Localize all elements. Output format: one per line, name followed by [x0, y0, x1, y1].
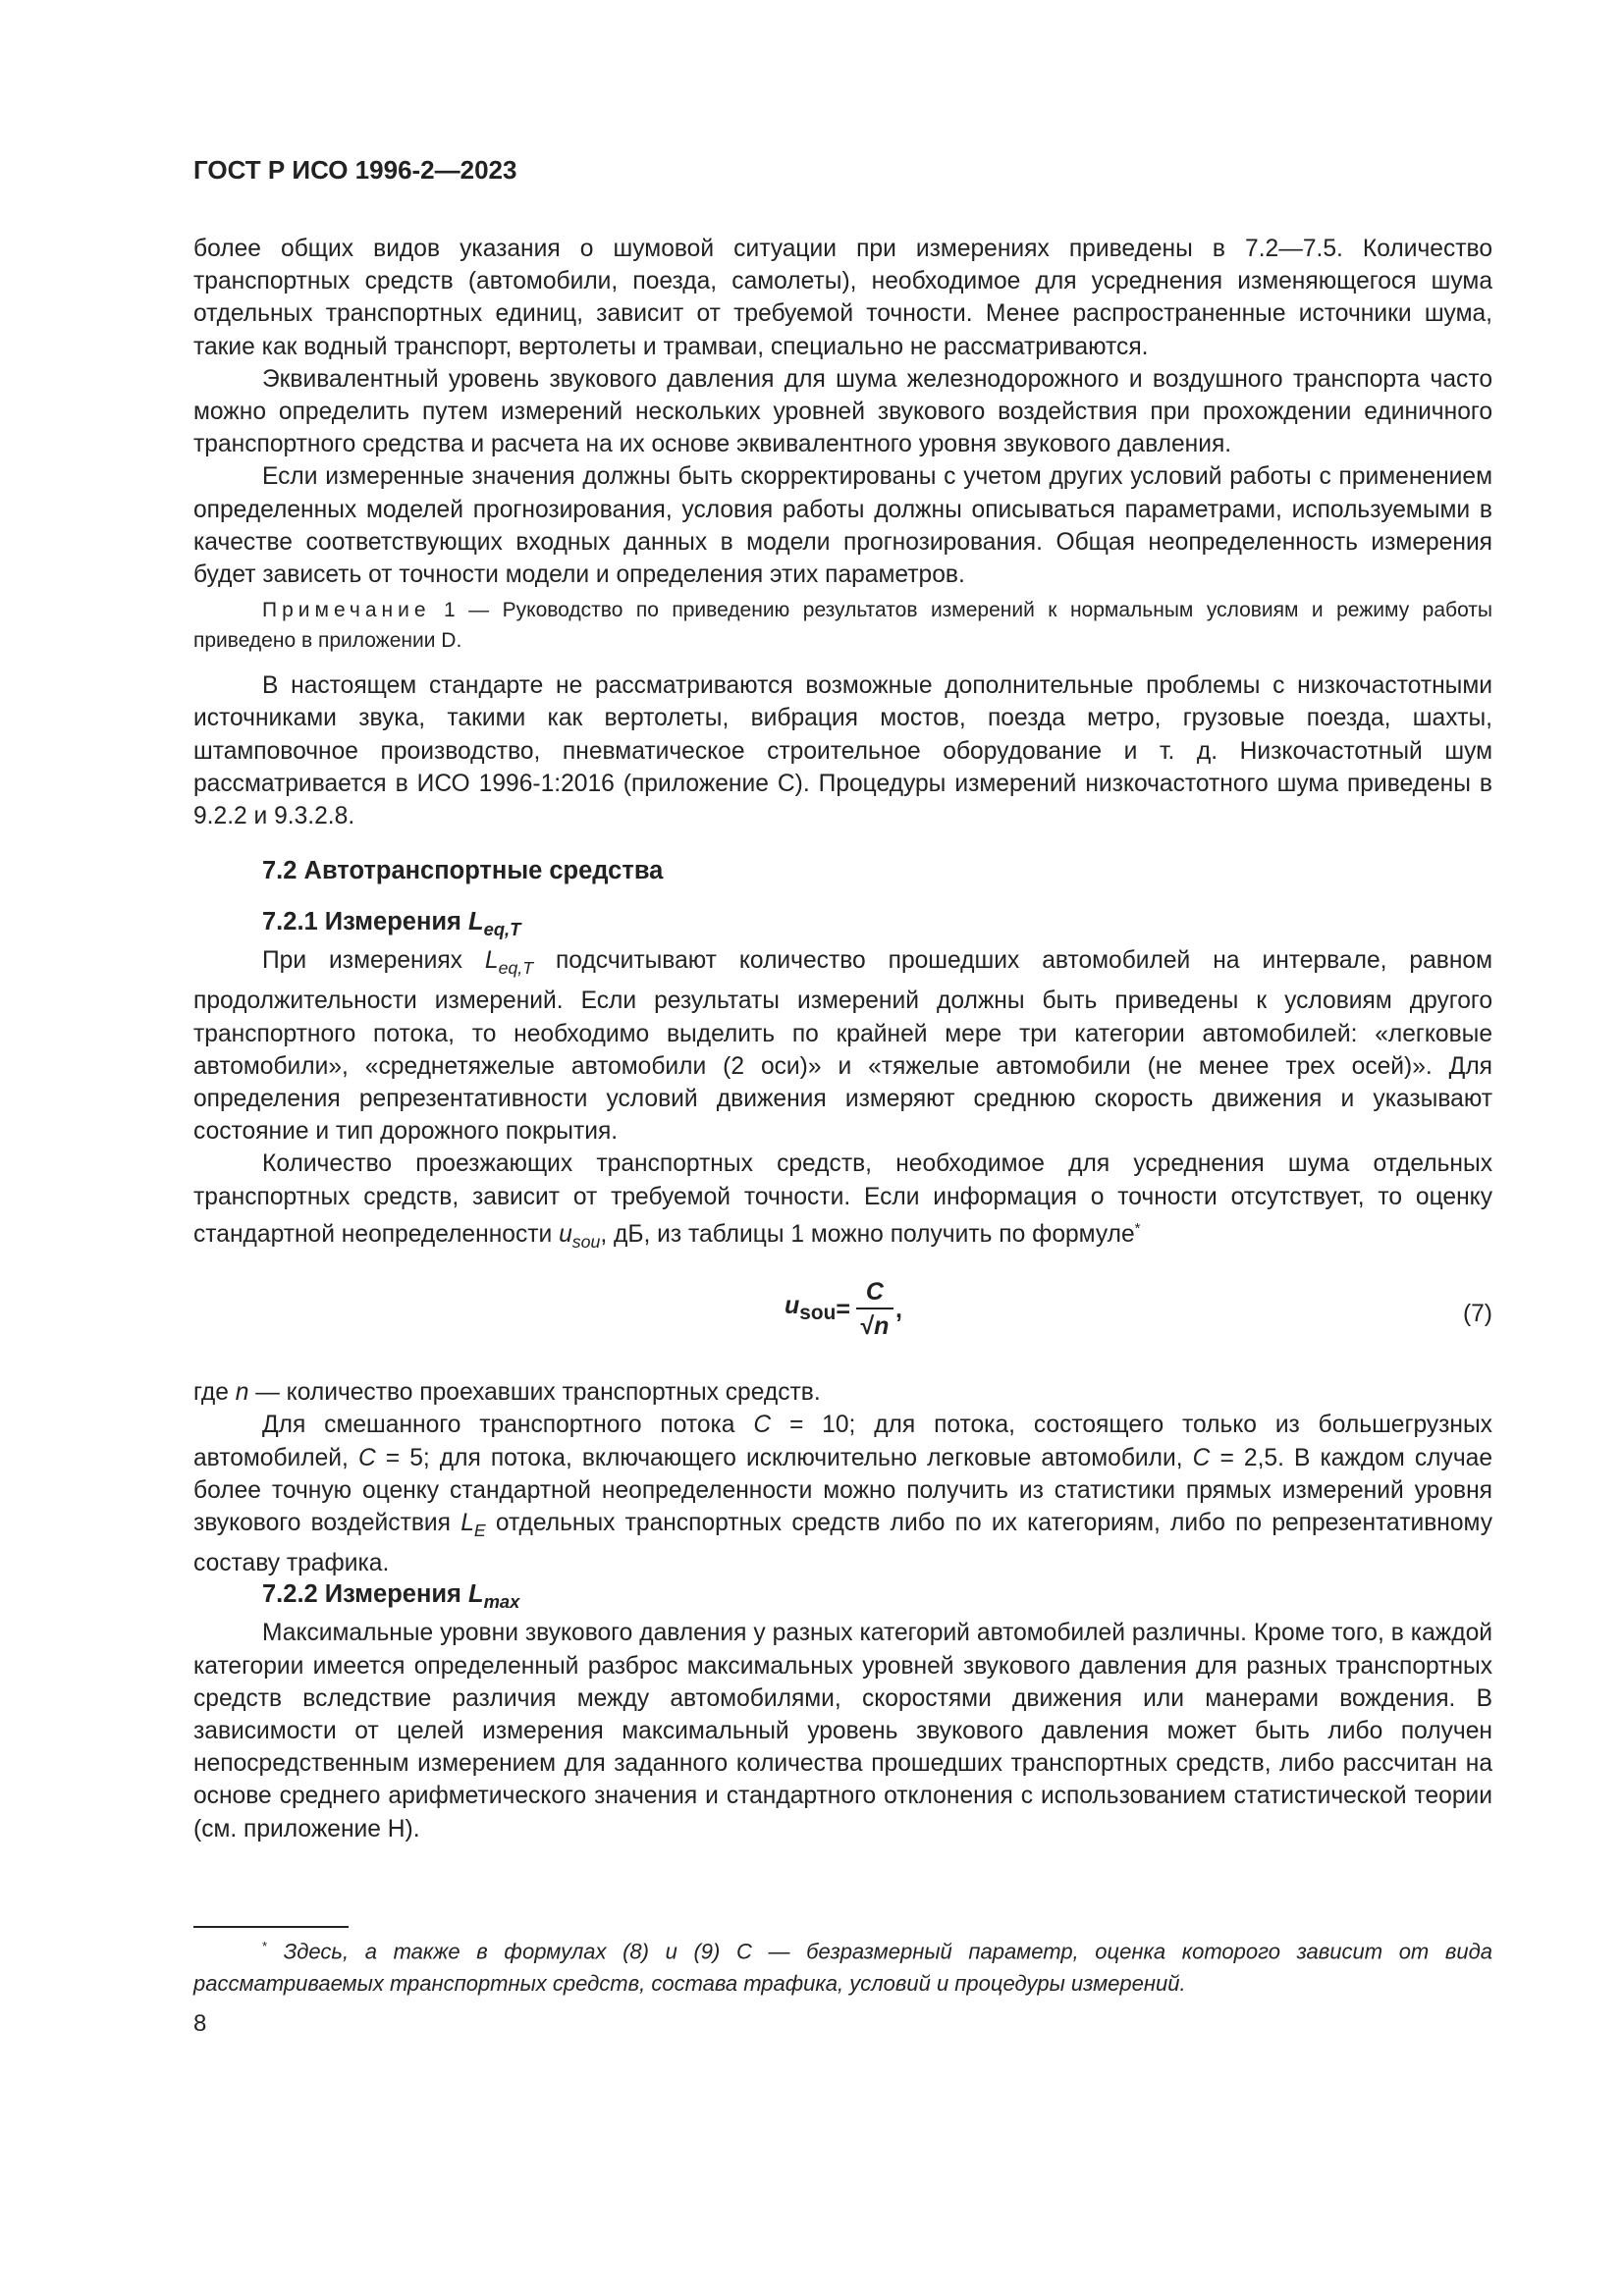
footnote-mark: *	[262, 1939, 268, 1953]
paragraph: более общих видов указания о шумовой ситуации при измерениях приведены в 7.2—7.5. Количество транспортных средств (автомобили, поезда, самолеты), необходимое для усреднения изменяющегося шума отдельных транспортных единиц, зависит от требуемой точности. Менее распространенные источники шума, такие как водный транспорт, вертолеты и трамваи, специально не рассматриваются.	[193, 236, 1492, 360]
paragraph: При измерениях $L_{eq,T}$ подсчитывают количество прошедших автомобилей на интервале, равном продолжительности измерений. Если результаты измерений должны быть приведены к условиям другого транспортного потока, то необходимо выделить по крайней мере три категории автомобилей: «легковые автомобили», «среднетяжелые автомобили (2 оси)» и «тяжелые автомобили (не менее трех осей)». Для определения репрезентативности условий движения измеряют среднюю скорость движения и указывают состояние и тип дорожного покрытия.	[193, 947, 1493, 1146]
paragraph: Для смешанного транспортного потока C = 10; для потока, состоящего только из большегрузных автомобилей, C = 5; для потока, включающего исключительно легковые автомобили, C = 2,5. В каждом случае более точную оценку стандартной неопределенности можно получить из статистики прямых измерений уровня звукового воздействия $L_E$ отдельных транспортных средств либо по их категориям, либо по репрезентативному составу трафика.	[193, 1412, 1493, 1577]
formula-numerator: C	[856, 1276, 893, 1309]
formula-denominator: √n	[860, 1312, 890, 1341]
formula-fraction	[856, 1276, 893, 1343]
footnote-reference: *	[1134, 1220, 1141, 1237]
heading-text: 7.2.2 Измерения	[262, 1580, 461, 1609]
section-heading-7-2-2	[262, 1579, 1492, 1617]
symbol-leq: $L_{eq,T}$	[484, 947, 534, 979]
section-heading-7-2: 7.2 Автотранспортные средства	[262, 857, 664, 885]
footnote: * Здесь, а также в формулах (8) и (9) С — безразмерный параметр, оценка которого зависит от вида рассматриваемых транспортных средств, состава трафика, условий и процедуры измерений.	[193, 1939, 1492, 1997]
symbol-le: $L_E$	[460, 1509, 486, 1540]
paragraph: где n — количество проехавших транспортных средств.	[193, 1379, 821, 1407]
section-heading-7-2-1	[262, 907, 1492, 944]
formula-lhs: $u_{sou}$	[785, 1292, 837, 1325]
paragraph: Эквивалентный уровень звукового давления для шума железнодорожного и воздушного транспорта часто можно определить путем измерений нескольких уровней звукового воздействия при прохождении единичного транспортного средства и расчета на их основе эквивалентного уровня звукового давления.	[193, 365, 1492, 458]
note	[193, 595, 1492, 656]
formula-7	[193, 1270, 1492, 1368]
formula-expression: $u_{sou}$ = $\frac{C}{√n}$ ,	[785, 1276, 902, 1343]
document-header: ГОСТ Р ИСО 1996-2—2023	[193, 155, 517, 185]
paragraph: Если измеренные значения должны быть скорректированы с учетом других условий работы с применением определенных моделей прогнозирования, условия работы должны описываться параметрами, используемыми в качестве соответствующих входных данных в модели прогнозирования. Общая неопределенность измерения будет зависеть от точности модели и определения этих параметров.	[193, 463, 1492, 589]
heading-text: 7.2.1 Измерения	[262, 908, 461, 936]
note-text: 1 — Руководство по приведению результатов измерений к нормальным условиям и режиму работы приведено в приложении D.	[193, 599, 1492, 653]
sqrt-icon: √	[860, 1312, 875, 1341]
equation-number: (7)	[1462, 1301, 1492, 1328]
symbol-leq: $L_{eq,T}$	[468, 908, 521, 940]
symbol-lmax: $L_{max}$	[468, 1580, 520, 1613]
footnote-divider	[193, 1926, 349, 1928]
page-number: 8	[193, 2010, 207, 2037]
paragraph: Максимальные уровни звукового давления у разных категорий автомобилей различны. Кроме того, в каждой категории имеется определенный разброс максимальных уровней звукового давления для разных транспортных средств вследствие различия между автомобилями, скоростями движения или манерами вождения. В зависимости от целей измерения максимальный уровень звукового давления может быть либо получен непосредственным измерением для заданного количества прошедших транспортных средств, либо рассчитан на основе среднего арифметического значения и стандартного отклонения с использованием статистической теории (см. приложение Н).	[193, 1620, 1492, 1842]
paragraph: В настоящем стандарте не рассматриваются возможные дополнительные проблемы с низкочастотными источниками звука, такими как вертолеты, вибрация мостов, поезда метро, грузовые поезда, шахты, штамповочное производство, пневматическое строительное оборудование и т. д. Низкочастотный шум рассматривается в ИСО 1996-1:2016 (приложение С). Процедуры измерений низкочастотного шума приведены в 9.2.2 и 9.3.2.8.	[193, 672, 1492, 830]
paragraph: Количество проезжающих транспортных средств, необходимое для усреднения шума отдельных транспортных средств, зависит от требуемой точности. Если информация о точности отсутствует, то оценку стандартной неопределенности $u_{sou}$, дБ, из таблицы 1 можно получить по формуле*	[193, 1150, 1492, 1252]
symbol-usou: $u_{sou}$	[559, 1221, 601, 1252]
note-label: Примечание	[262, 599, 431, 622]
